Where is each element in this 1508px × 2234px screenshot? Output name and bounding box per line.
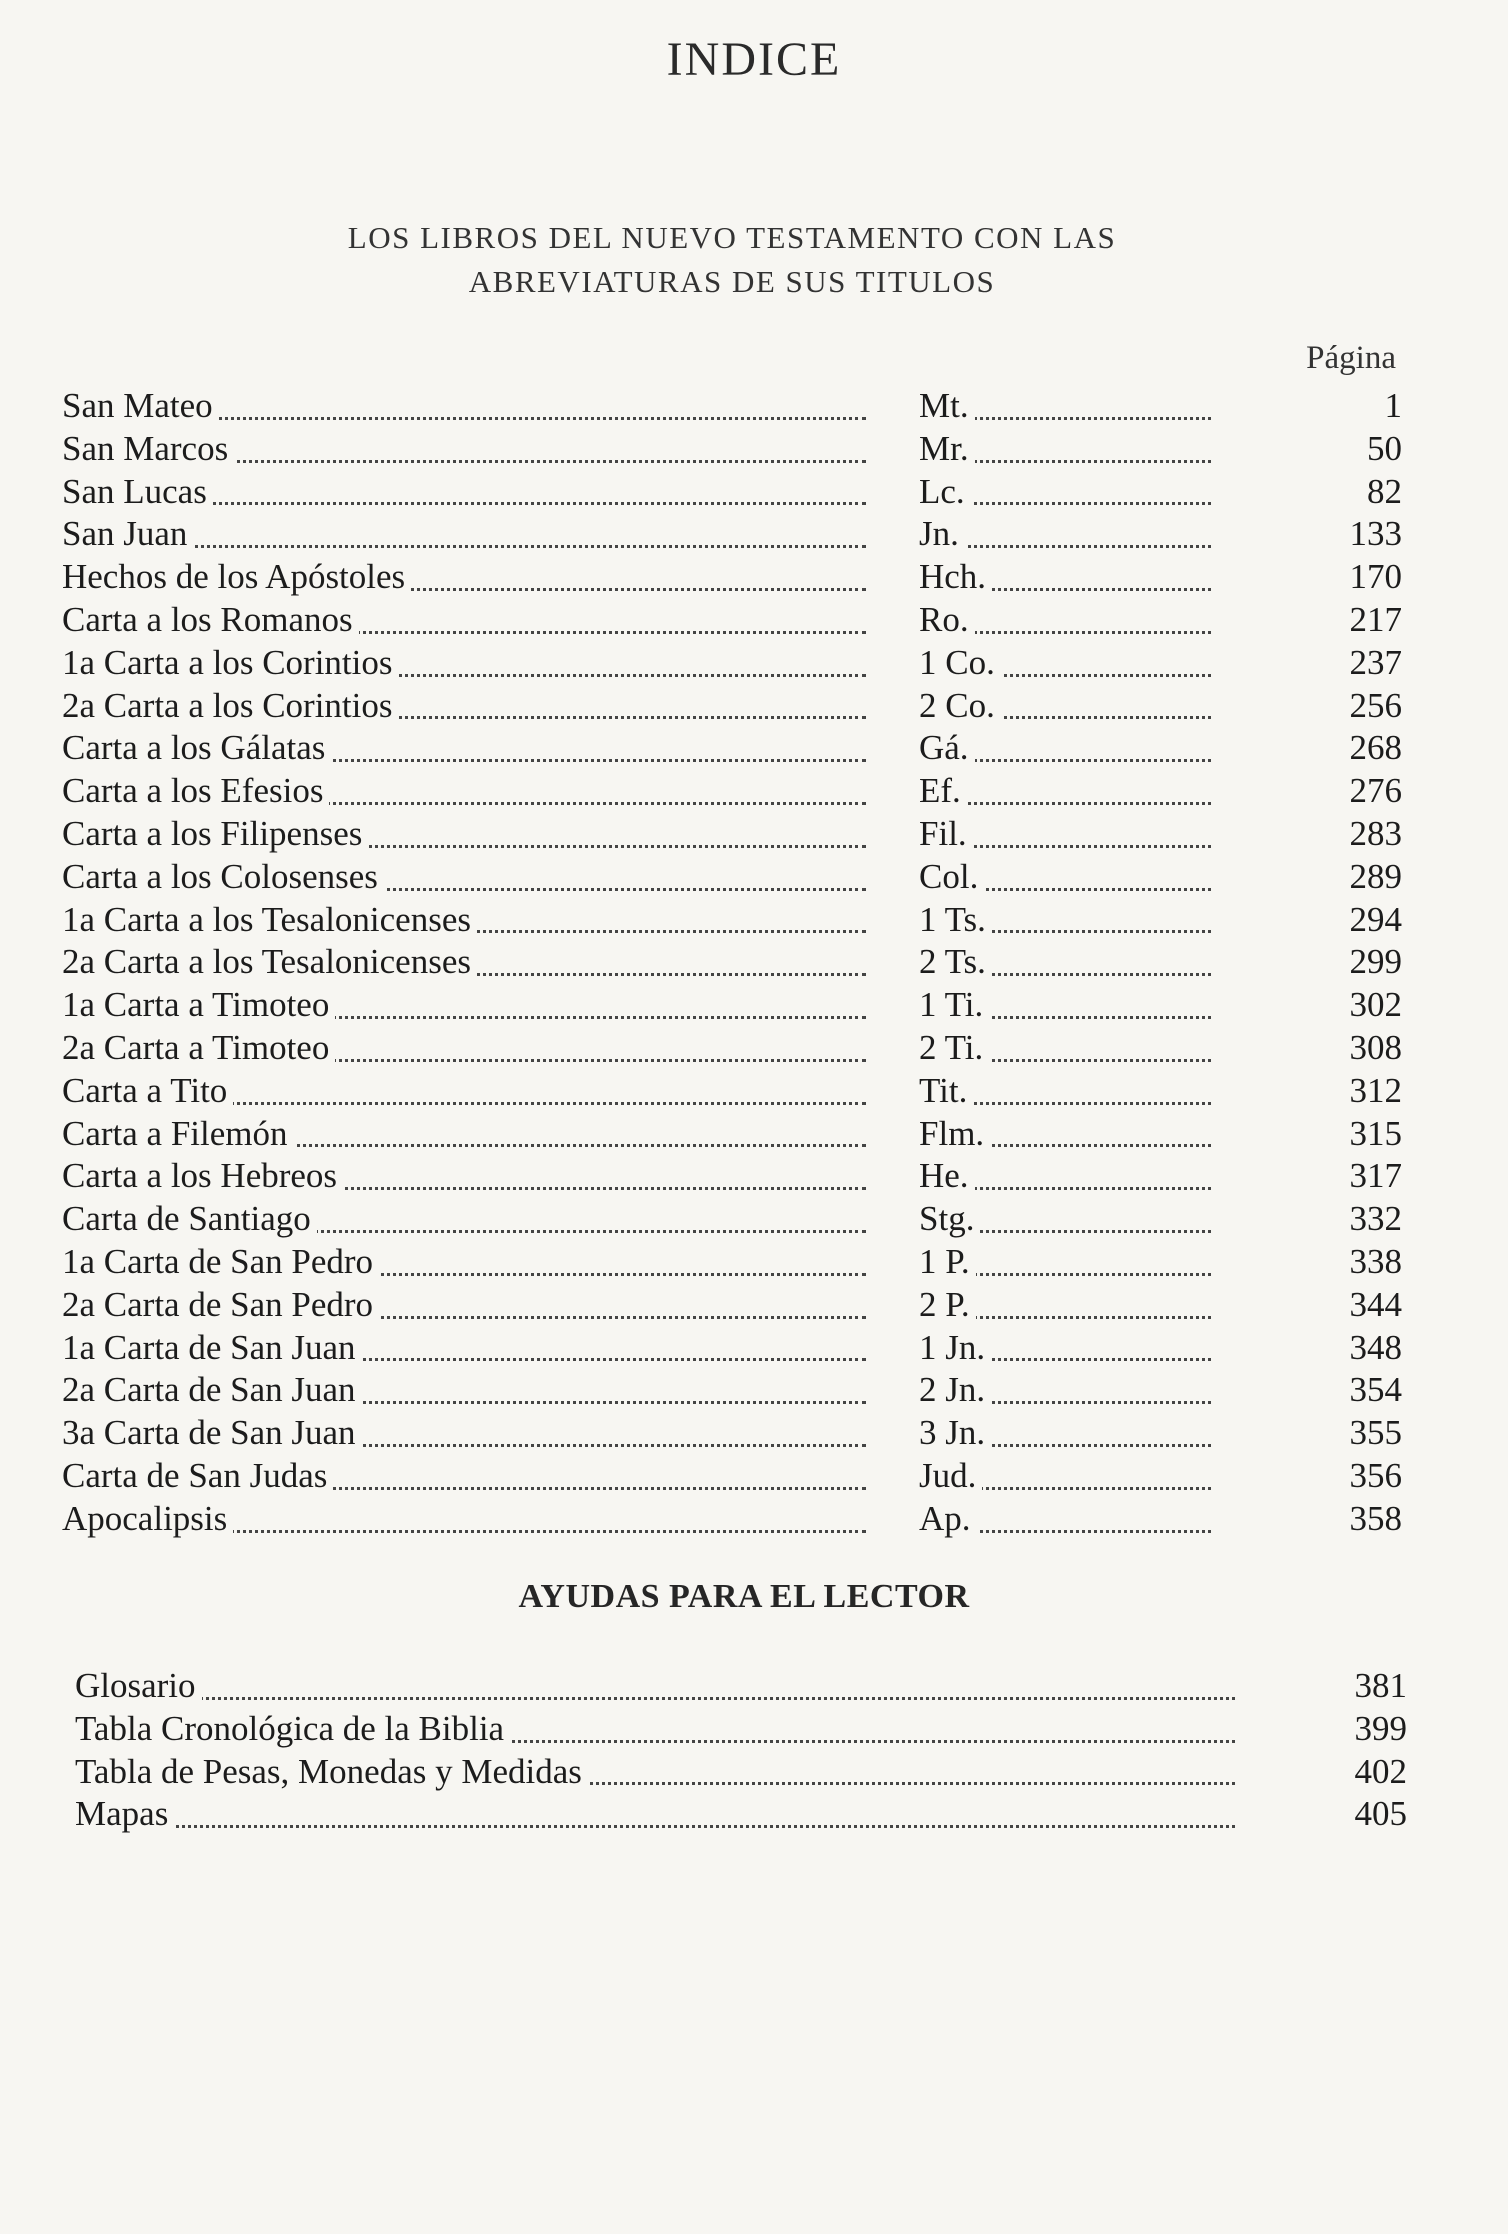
book-page-number: 338 [1349,1241,1402,1281]
book-abbreviation: Jn. [919,513,1211,556]
book-abbreviation: Stg. [919,1198,1211,1241]
book-page-number: 276 [1349,771,1402,811]
section-heading-line-2: ABREVIATURAS DE SUS TITULOS [468,264,996,299]
helps-list [75,1665,1407,1836]
book-abbreviation: Jud. [919,1455,1211,1498]
help-page-number: 405 [1354,1794,1407,1834]
book-page-number: 289 [1349,856,1402,896]
list-item [62,428,1402,471]
book-abbreviation: 1 Ti. [919,984,1211,1027]
list-item [62,899,1402,942]
book-name: Hechos de los Apóstoles [62,556,866,599]
book-name: 2a Carta a los Tesalonicenses [62,941,866,984]
book-name: San Juan [62,513,866,556]
book-name: Carta a los Romanos [62,599,866,642]
book-abbreviation: 2 Co. [919,685,1211,728]
book-name: Carta a los Efesios [62,770,866,813]
list-item [75,1665,1407,1708]
list-item [62,1412,1402,1455]
book-page-number: 344 [1349,1284,1402,1324]
book-page-number: 133 [1349,514,1402,554]
book-name: 2a Carta a los Corintios [62,685,866,728]
book-name: 2a Carta de San Pedro [62,1284,866,1327]
book-abbreviation: Col. [919,856,1211,899]
book-page-number: 294 [1349,899,1402,939]
list-item [75,1751,1407,1794]
book-name: Carta a los Filipenses [62,813,866,856]
list-item [62,1455,1402,1498]
list-item [62,642,1402,685]
book-abbreviation: Mr. [919,428,1211,471]
list-item [62,1369,1402,1412]
help-name: Glosario [75,1665,1235,1708]
book-abbreviation: Lc. [919,471,1211,514]
book-page-number: 355 [1349,1413,1402,1453]
book-page-number: 317 [1349,1156,1402,1196]
book-abbreviation: He. [919,1155,1211,1198]
list-item [62,1155,1402,1198]
book-page-number: 283 [1349,813,1402,853]
book-name: 1a Carta a los Tesalonicenses [62,899,866,942]
book-name: Carta a los Hebreos [62,1155,866,1198]
book-page-number: 356 [1349,1455,1402,1495]
help-name: Mapas [75,1793,1235,1836]
book-name: 3a Carta de San Juan [62,1412,866,1455]
book-name: Carta de San Judas [62,1455,866,1498]
list-item [62,1498,1402,1541]
book-abbreviation: Mt. [919,385,1211,428]
list-item [62,1027,1402,1070]
book-abbreviation: Ap. [919,1498,1211,1541]
book-abbreviation: 3 Jn. [919,1412,1211,1455]
page-title: INDICE [666,33,842,86]
help-name: Tabla de Pesas, Monedas y Medidas [75,1751,1235,1794]
book-page-number: 348 [1349,1327,1402,1367]
page-column-header: Página [1306,340,1396,376]
book-name: 1a Carta a Timoteo [62,984,866,1027]
book-page-number: 50 [1367,428,1402,468]
list-item [62,984,1402,1027]
book-abbreviation: 2 P. [919,1284,1211,1327]
book-name: San Marcos [62,428,866,471]
book-page-number: 299 [1349,942,1402,982]
book-page-number: 237 [1349,642,1402,682]
list-item [62,727,1402,770]
help-name: Tabla Cronológica de la Biblia [75,1708,1235,1751]
list-item [62,1327,1402,1370]
list-item [62,1284,1402,1327]
section-heading [0,216,1486,304]
list-item [75,1793,1407,1836]
book-page-number: 82 [1367,471,1402,511]
list-item [62,385,1402,428]
book-name: 2a Carta a Timoteo [62,1027,866,1070]
list-item [62,1198,1402,1241]
book-page-number: 308 [1349,1027,1402,1067]
list-item [62,1070,1402,1113]
book-page-number: 268 [1349,728,1402,768]
list-item [62,770,1402,813]
book-name: Carta a los Colosenses [62,856,866,899]
list-item [62,599,1402,642]
book-name: San Lucas [62,471,866,514]
book-abbreviation: Gá. [919,727,1211,770]
book-abbreviation: 2 Jn. [919,1369,1211,1412]
book-name: Carta a Tito [62,1070,866,1113]
book-name: San Mateo [62,385,866,428]
book-abbreviation: 2 Ts. [919,941,1211,984]
book-page-number: 256 [1349,685,1402,725]
book-page-number: 315 [1349,1113,1402,1153]
book-abbreviation: 1 Jn. [919,1327,1211,1370]
list-item [62,813,1402,856]
list-item [62,1113,1402,1156]
list-item [62,941,1402,984]
help-page-number: 381 [1354,1666,1407,1705]
list-item [62,856,1402,899]
book-page-number: 1 [1384,386,1402,425]
book-name: Carta a Filemón [62,1113,866,1156]
list-item [62,1241,1402,1284]
book-name: 1a Carta de San Pedro [62,1241,866,1284]
book-abbreviation: 1 P. [919,1241,1211,1284]
list-item [62,513,1402,556]
book-page-number: 170 [1349,557,1402,597]
help-page-number: 402 [1354,1751,1407,1791]
book-name: Carta de Santiago [62,1198,866,1241]
book-abbreviation: Ro. [919,599,1211,642]
book-abbreviation: Ef. [919,770,1211,813]
book-abbreviation: Flm. [919,1113,1211,1156]
list-item [75,1708,1407,1751]
book-abbreviation: 1 Ts. [919,899,1211,942]
book-abbreviation: Hch. [919,556,1211,599]
helps-heading: AYUDAS PARA EL LECTOR [518,1578,970,1615]
book-page-number: 354 [1349,1370,1402,1410]
book-name: 1a Carta a los Corintios [62,642,866,685]
book-abbreviation: Tit. [919,1070,1211,1113]
list-item [62,685,1402,728]
book-page-number: 302 [1349,985,1402,1025]
book-page-number: 217 [1349,599,1402,639]
list-item [62,471,1402,514]
book-name: Apocalipsis [62,1498,866,1541]
book-page-number: 358 [1349,1498,1402,1538]
help-page-number: 399 [1354,1708,1407,1748]
books-list [62,385,1402,1541]
book-name: Carta a los Gálatas [62,727,866,770]
book-name: 1a Carta de San Juan [62,1327,866,1370]
book-name: 2a Carta de San Juan [62,1369,866,1412]
book-abbreviation: 2 Ti. [919,1027,1211,1070]
book-page-number: 312 [1349,1070,1402,1110]
book-page-number: 332 [1349,1199,1402,1239]
section-heading-line-1: LOS LIBROS DEL NUEVO TESTAMENTO CON LAS [347,220,1117,255]
book-abbreviation: Fil. [919,813,1211,856]
book-abbreviation: 1 Co. [919,642,1211,685]
list-item [62,556,1402,599]
